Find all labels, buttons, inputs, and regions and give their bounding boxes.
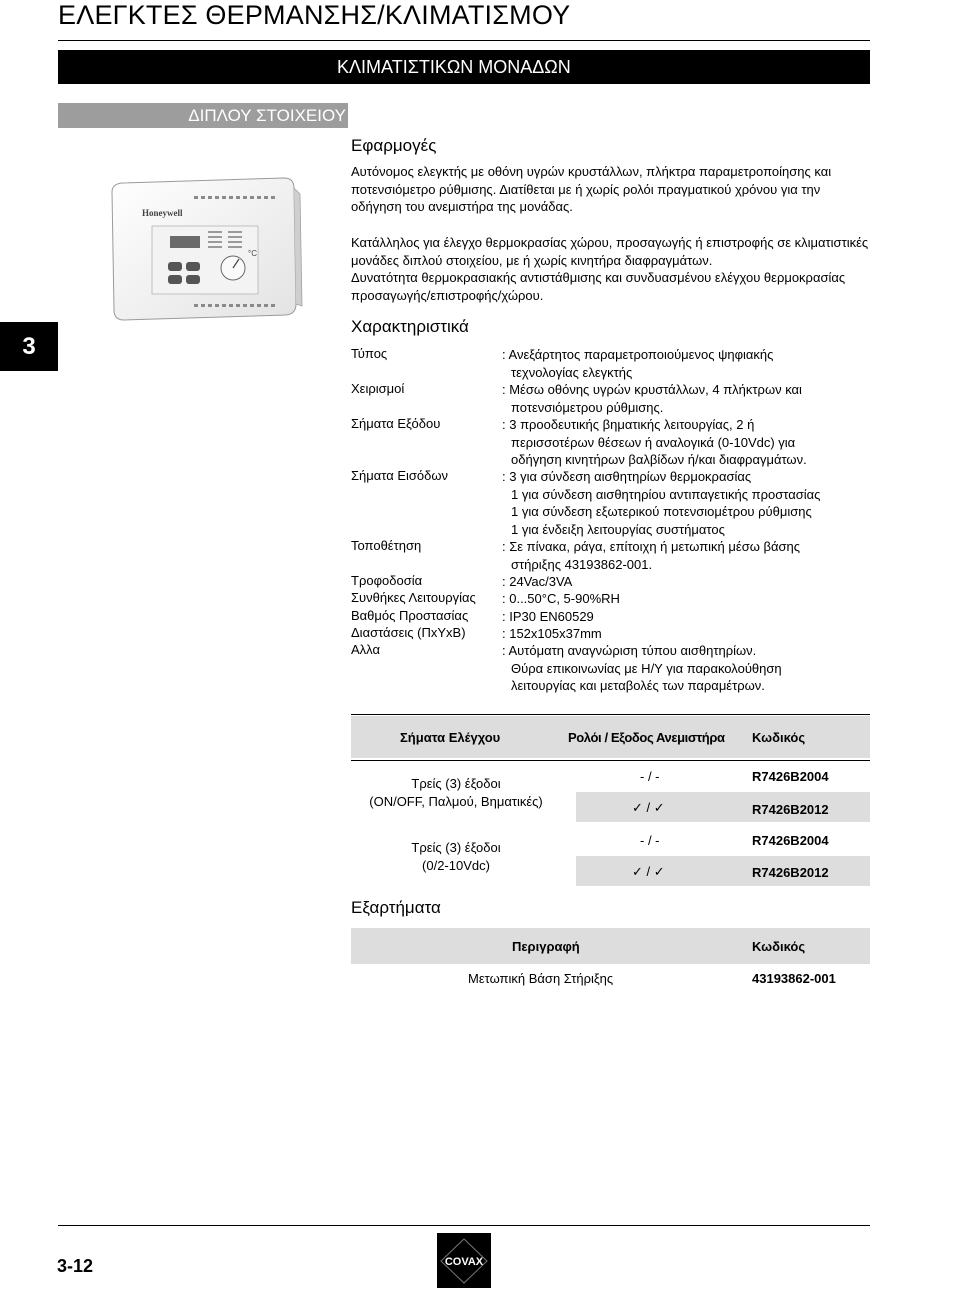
table-row-code: R7426B2004	[752, 833, 829, 848]
spec-label: Αλλα	[351, 642, 380, 657]
header-rule	[58, 40, 870, 41]
spec-label: Βαθμός Προστασίας	[351, 608, 469, 623]
table-row-option: - / -	[640, 833, 660, 848]
col-header-code: Κωδικός	[752, 939, 806, 954]
spec-line: : 0...50°C, 5-90%RH	[502, 591, 620, 606]
col-header-signals: Σήματα Ελέγχου	[400, 730, 501, 745]
spec-line: : Σε πίνακα, ράγα, επίτοιχη ή μετωπική μέσω βάσης	[502, 539, 800, 554]
unit-label: °C	[248, 249, 257, 258]
spec-line: ποτενσιόμετρου ρύθμισης.	[511, 399, 664, 415]
key-4	[186, 275, 200, 284]
signal-label: (0/2-10Vdc)	[422, 858, 490, 873]
table-row-code: R7426B2012	[752, 865, 829, 880]
spec-label: Χειρισμοί	[351, 381, 405, 396]
table-header-rule	[351, 760, 870, 761]
signal-label: Τρείς (3) έξοδοι	[411, 840, 501, 855]
table-row-option: - / -	[640, 769, 660, 784]
col-header-clock: Ρολόι / Εξοδος Ανεμιστήρα	[568, 730, 725, 745]
spec-line: λειτουργίας και μεταβολές των παραμέτρων.	[511, 678, 765, 693]
spec-label: Διαστάσεις (ΠxΥxΒ)	[351, 625, 466, 640]
spec-label: Συνθήκες Λειτουργίας	[351, 590, 476, 605]
spec-line: 1 για ένδειξη λειτουργίας συστήματος	[511, 521, 725, 537]
accessory-description: Μετωπική Βάση Στήριξης	[468, 971, 614, 986]
table-top-rule	[351, 714, 870, 715]
accessory-code: 43193862-001	[752, 971, 836, 986]
spec-line: : 3 για σύνδεση αισθητηρίων θερμοκρασίας	[502, 469, 752, 484]
covax-logo	[437, 1233, 491, 1288]
spec-value	[502, 573, 872, 591]
key-3	[168, 275, 182, 284]
page-number: 3-12	[57, 1256, 94, 1276]
spec-line: : 3 προοδευτικής βηματικής λειτουργίας, 2 ή	[502, 417, 755, 432]
spec-value	[502, 468, 872, 538]
spec-line: τεχνολογίας ελεγκτής	[511, 364, 633, 380]
spec-line: στήριξης 43193862-001.	[511, 556, 653, 572]
key-1	[168, 262, 182, 271]
section-bar	[58, 103, 348, 128]
spec-line: περισσοτέρων θέσεων ή αναλογικά (0-10Vdc) για	[511, 434, 796, 450]
applications-heading: Εφαρμογές	[351, 136, 437, 155]
spec-line: : 152x105x37mm	[502, 626, 602, 641]
spec-line: Θύρα επικοινωνίας με Η/Υ για παρακολούθηση	[511, 660, 782, 676]
spec-label: Σήματα Εξόδου	[351, 416, 441, 431]
spec-line: 1 για σύνδεση αισθητηρίου αντιπαγετικής προστασίας	[511, 486, 821, 502]
table-row-option: ✓ / ✓	[632, 800, 665, 815]
logo-text: COVAX	[444, 1256, 484, 1268]
spec-line: : Ανεξάρτητος παραμετροποιούμενος ψηφιακής	[502, 347, 774, 362]
controller-device-image	[108, 176, 304, 326]
accessories-heading: Εξαρτήματα	[351, 898, 441, 917]
brand-logo: Honeywell	[142, 208, 183, 218]
key-2	[186, 262, 200, 271]
table-row-option: ✓ / ✓	[632, 864, 665, 879]
subtitle-bar	[58, 50, 870, 84]
spec-line: : 24Vac/3VA	[502, 574, 573, 589]
spec-line: : Αυτόματη αναγνώριση τύπου αισθητηρίων.	[502, 643, 757, 658]
footer-rule	[58, 1225, 870, 1226]
page-title: ΕΛΕΓΚΤΕΣ ΘΕΡΜΑΝΣΗΣ/ΚΛΙΜΑΤΙΣΜΟΥ	[58, 0, 571, 30]
spec-label: Σήματα Εισόδων	[351, 468, 449, 483]
applications-text-1	[351, 163, 871, 216]
applications-paragraph: Δυνατότητα θερμοκρασιακής αντιστάθμισης και συνδυασμένου ελέγχου θερμοκρασίας προσαγωγής/επιστροφής/χώρου.	[351, 270, 846, 303]
spec-value	[502, 590, 872, 608]
spec-value	[502, 608, 872, 626]
spec-label: Τύπος	[351, 346, 388, 361]
table-row-code: R7426B2004	[752, 769, 829, 784]
lcd-display	[170, 236, 200, 248]
spec-label: Τροφοδοσία	[351, 573, 423, 588]
table-row-code: R7426B2012	[752, 802, 829, 817]
signal-label: Τρείς (3) έξοδοι	[411, 776, 501, 791]
spec-line: 1 για σύνδεση εξωτερικού ποτενσιομέτρου ρύθμισης	[511, 504, 812, 519]
spec-line: : Μέσω οθόνης υγρών κρυστάλλων, 4 πλήκτρων και	[502, 382, 802, 397]
chapter-tab: 3	[0, 322, 58, 371]
spec-value	[502, 416, 872, 469]
applications-paragraph: Κατάλληλος για έλεγχο θερμοκρασίας χώρου, προσαγωγής ή επιστροφής σε κλιματιστικές μονάδες διπλού στοιχείου, με ή χωρίς κινητήρα διαφραγμάτων.	[351, 235, 869, 268]
signal-label: (ON/OFF, Παλμού, Βηματικές)	[369, 794, 543, 809]
spec-value	[502, 625, 872, 643]
spec-line: οδήγηση κινητήρων βαλβίδων ή/και διαφραγμάτων.	[511, 452, 807, 467]
applications-text-2	[351, 234, 871, 304]
spec-value	[502, 642, 872, 695]
col-header-code: Κωδικός	[752, 730, 806, 745]
spec-value	[502, 346, 872, 381]
spec-value	[502, 538, 872, 573]
applications-paragraph: Αυτόνομος ελεγκτής με οθόνη υγρών κρυστάλλων, πλήκτρα παραμετροποίησης και ποτενσιόμετρο ρύθμισης. Διατίθεται με ή χωρίς ρολόι πραγματικού χρόνου για την οδήγηση του ανεμιστήρα της μονάδας.	[351, 164, 832, 214]
spec-value	[502, 381, 872, 416]
spec-label: Τοποθέτηση	[351, 538, 422, 553]
subtitle: ΚΛΙΜΑΤΙΣΤΙΚΩΝ ΜΟΝΑΔΩΝ	[337, 57, 571, 77]
section-title: ΔΙΠΛΟΥ ΣΤΟΙΧΕΙΟΥ	[188, 106, 346, 125]
spec-line: : IP30 EN60529	[502, 609, 594, 624]
features-heading: Χαρακτηριστικά	[351, 317, 469, 336]
col-header-description: Περιγραφή	[512, 939, 580, 954]
